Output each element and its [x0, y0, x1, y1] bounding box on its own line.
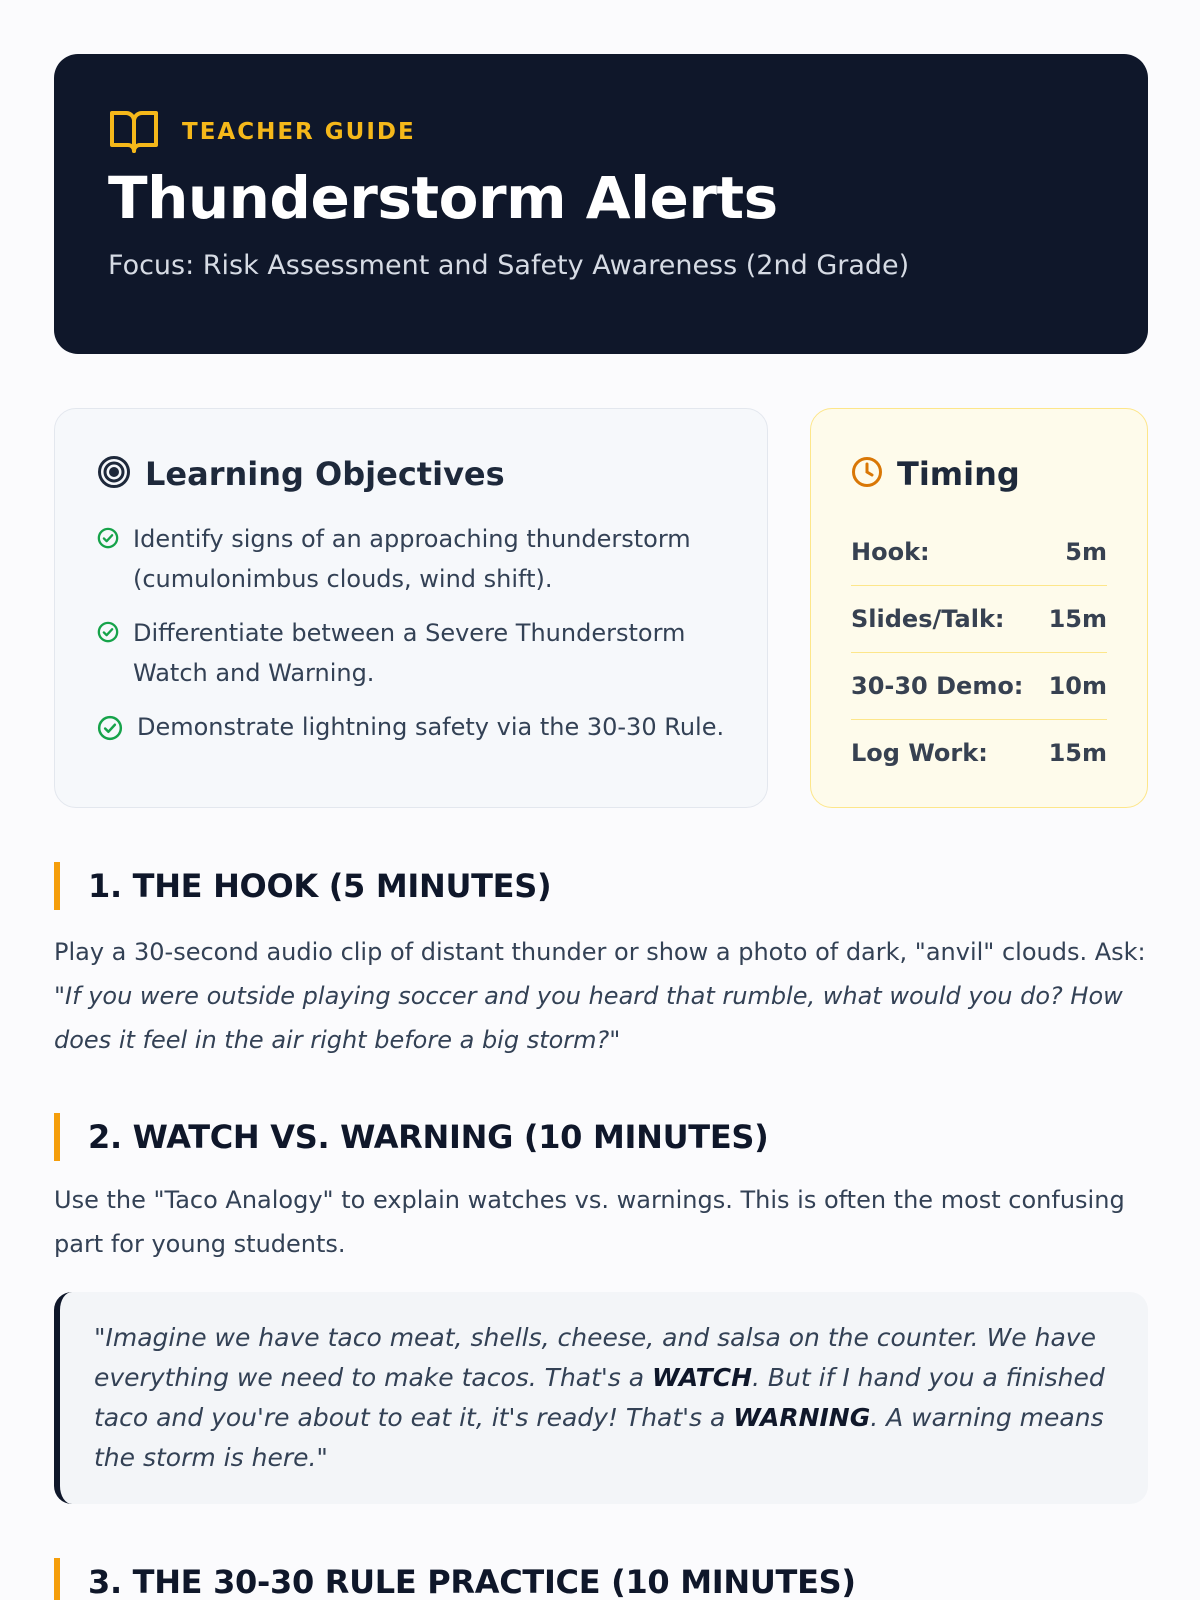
hook-paragraph: [54, 930, 1148, 1062]
learning-objectives-card: [54, 408, 768, 808]
timing-rows: [851, 519, 1107, 786]
timing-label: Slides/Talk:: [851, 605, 1005, 633]
timing-label: 30-30 Demo:: [851, 672, 1024, 700]
timing-value: 10m: [1048, 672, 1107, 700]
quote-text: "Imagine we have taco meat, shells, cheese, and salsa on the counter. We have everything we need to make tacos. That's a: [94, 1323, 1096, 1392]
quote-text: . A warning means the storm is here.": [94, 1403, 1104, 1472]
timing-value: 15m: [1048, 605, 1107, 633]
timing-title: Timing: [897, 455, 1020, 493]
check-circle-icon: [97, 621, 119, 647]
list-item: [97, 519, 727, 599]
objectives-header: [97, 451, 727, 497]
list-item: [97, 613, 727, 693]
target-icon: [97, 455, 131, 493]
hook-question: "If you were outside playing soccer and you heard that rumble, what would you do? How does it feel in the air right before a big storm?": [54, 982, 1123, 1054]
page-title: Thunderstorm Alerts: [108, 164, 778, 232]
timing-row: [851, 519, 1107, 586]
timing-row: [851, 653, 1107, 720]
objective-text: Differentiate between a Severe Thunderstorm Watch and Warning.: [133, 619, 686, 687]
eyebrow-label: TEACHER GUIDE: [182, 119, 416, 145]
timing-label: Hook:: [851, 538, 930, 566]
hook-text: Play a 30-second audio clip of distant thunder or show a photo of dark, "anvil" clouds. Ask:: [54, 938, 1146, 966]
section-heading-hook: 1. THE HOOK (5 MINUTES): [54, 862, 1148, 910]
quote-text: . But if I hand you a finished taco and you're about to eat it, it's ready! That's a: [94, 1363, 1105, 1432]
check-circle-icon: [97, 527, 119, 553]
timing-header: [851, 451, 1107, 497]
section-heading-30-30-rule: 3. THE 30-30 RULE PRACTICE (10 MINUTES): [54, 1558, 1148, 1600]
timing-row: [851, 720, 1107, 786]
objective-text: Demonstrate lightning safety via the 30-30 Rule.: [137, 713, 725, 741]
taco-analogy-quote: [54, 1292, 1148, 1504]
objectives-title: Learning Objectives: [145, 455, 505, 493]
watch-warning-paragraph: Use the "Taco Analogy" to explain watches vs. warnings. This is often the most confusing part for young students.: [54, 1186, 1125, 1258]
objective-text: Identify signs of an approaching thunderstorm (cumulonimbus clouds, wind shift).: [133, 525, 691, 593]
section-heading-watch-warning: 2. WATCH VS. WARNING (10 MINUTES): [54, 1113, 1148, 1161]
eyebrow: [108, 108, 1094, 156]
check-circle-icon: [97, 715, 123, 745]
objectives-list: [97, 519, 727, 747]
timing-label: Log Work:: [851, 739, 988, 767]
timing-card: [810, 408, 1148, 808]
page-subtitle: Focus: Risk Assessment and Safety Awareness (2nd Grade): [108, 250, 910, 281]
book-open-icon: [108, 109, 160, 155]
header-banner: [54, 54, 1148, 354]
quote-warning-emphasis: WARNING: [733, 1403, 871, 1432]
timing-row: [851, 586, 1107, 653]
timing-value: 5m: [1065, 538, 1107, 566]
timing-value: 15m: [1048, 739, 1107, 767]
list-item: [97, 707, 727, 747]
clock-icon: [851, 456, 883, 492]
quote-watch-emphasis: WATCH: [652, 1363, 753, 1392]
